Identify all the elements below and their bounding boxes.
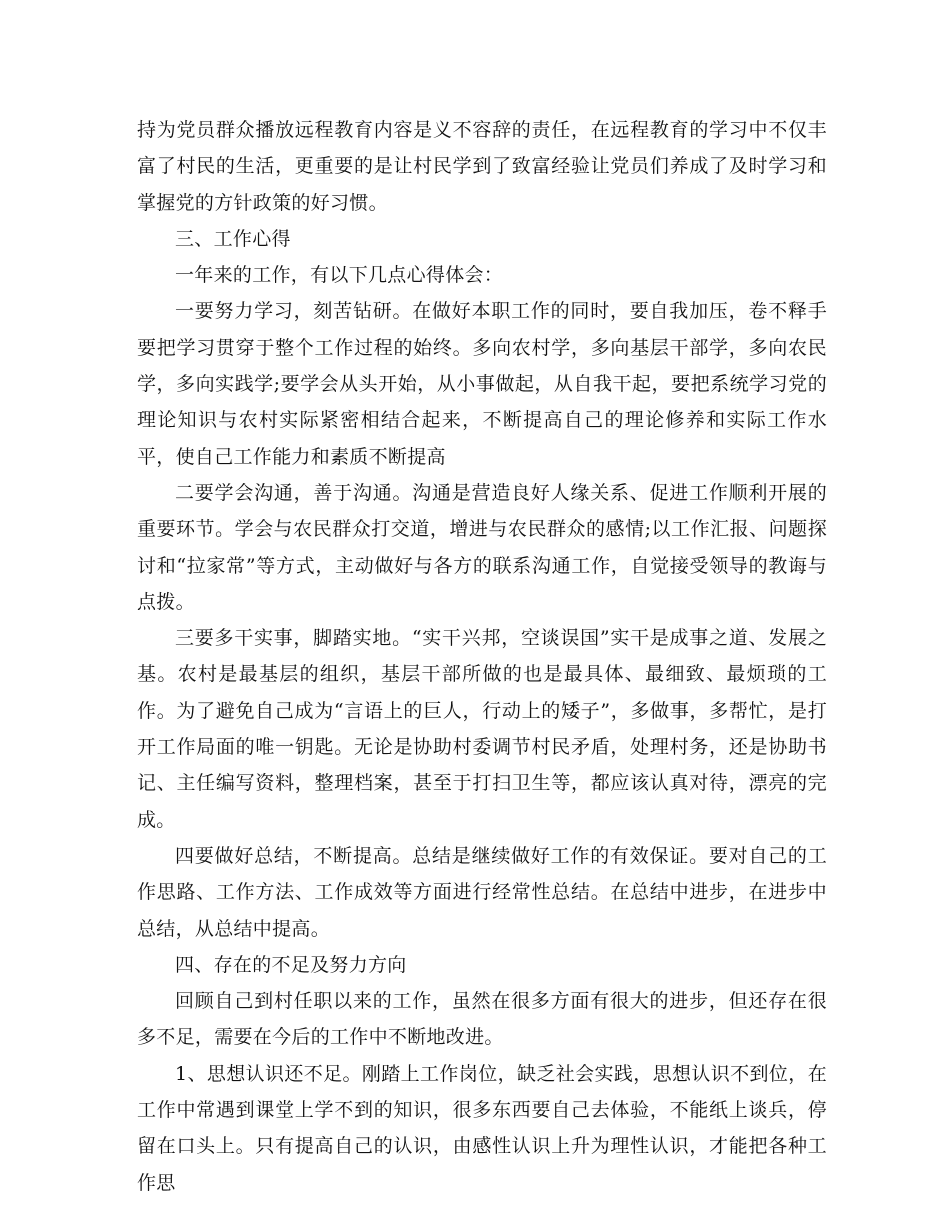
paragraph-insight-study: 一要努力学习，刻苦钻研。在做好本职工作的同时，要自我加压，卷不释手要把学习贯穿于整个工作过程的始终。多向农村学，多向基层干部学，多向农民学，多向实践学;要学会从头开始，从小事做起，从自我干起，要把系统学习党的理论知识与农村实际紧密相结合起来，不断提高自己的理论修养和实际工作水平，使自己工作能力和素质不断提高 <box>137 300 827 468</box>
paragraph-insight-practical-work: 三要多干实事，脚踏实地。“实干兴邦，空谈误国”实干是成事之道、发展之基。农村是最基层的组织，基层干部所做的也是最具体、最细致、最烦琐的工作。为了避免自己成为“言语上的巨人，行动上的矮子”，多做事，多帮忙，是打开工作局面的唯一钥匙。无论是协助村委调节村民矛盾，处理村务，还是协助书记、主任编写资料，整理档案，甚至于打扫卫生等，都应该认真对待，漂亮的完成。 <box>137 627 827 831</box>
paragraph-shortcoming-thinking: 1、思想认识还不足。刚踏上工作岗位，缺乏社会实践，思想认识不到位，在工作中常遇到课堂上学不到的知识，很多东西要自己去体验，不能纸上谈兵，停留在口头上。只有提高自己的认识，由感性认识上升为理性认识，才能把各种工作思 <box>137 1062 827 1194</box>
document-body <box>137 112 827 1201</box>
paragraph-continuation: 持为党员群众播放远程教育内容是义不容辞的责任，在远程教育的学习中不仅丰富了村民的生活，更重要的是让村民学到了致富经验让党员们养成了及时学习和掌握党的方针政策的好习惯。 <box>137 119 827 214</box>
paragraph-insight-summary: 四要做好总结，不断提高。总结是继续做好工作的有效保证。要对自己的工作思路、工作方法、工作成效等方面进行经常性总结。在总结中进步，在进步中总结，从总结中提高。 <box>137 844 827 940</box>
section-heading-work-insights: 三、工作心得 <box>175 227 291 250</box>
section-heading-shortcomings: 四、存在的不足及努力方向 <box>175 953 407 976</box>
paragraph-insight-communication: 二要学会沟通，善于沟通。沟通是营造良好人缘关系、促进工作顺利开展的重要环节。学会与农民群众打交道，增进与农民群众的感情;以工作汇报、问题探讨和“拉家常”等方式，主动做好与各方的联系沟通工作，自觉接受领导的教诲与点拨。 <box>137 481 827 613</box>
paragraph-insights-intro: 一年来的工作，有以下几点心得体会： <box>175 264 504 287</box>
paragraph-shortcomings-intro: 回顾自己到村任职以来的工作，虽然在很多方面有很大的进步，但还存在很多不足，需要在今后的工作中不断地改进。 <box>137 990 827 1049</box>
